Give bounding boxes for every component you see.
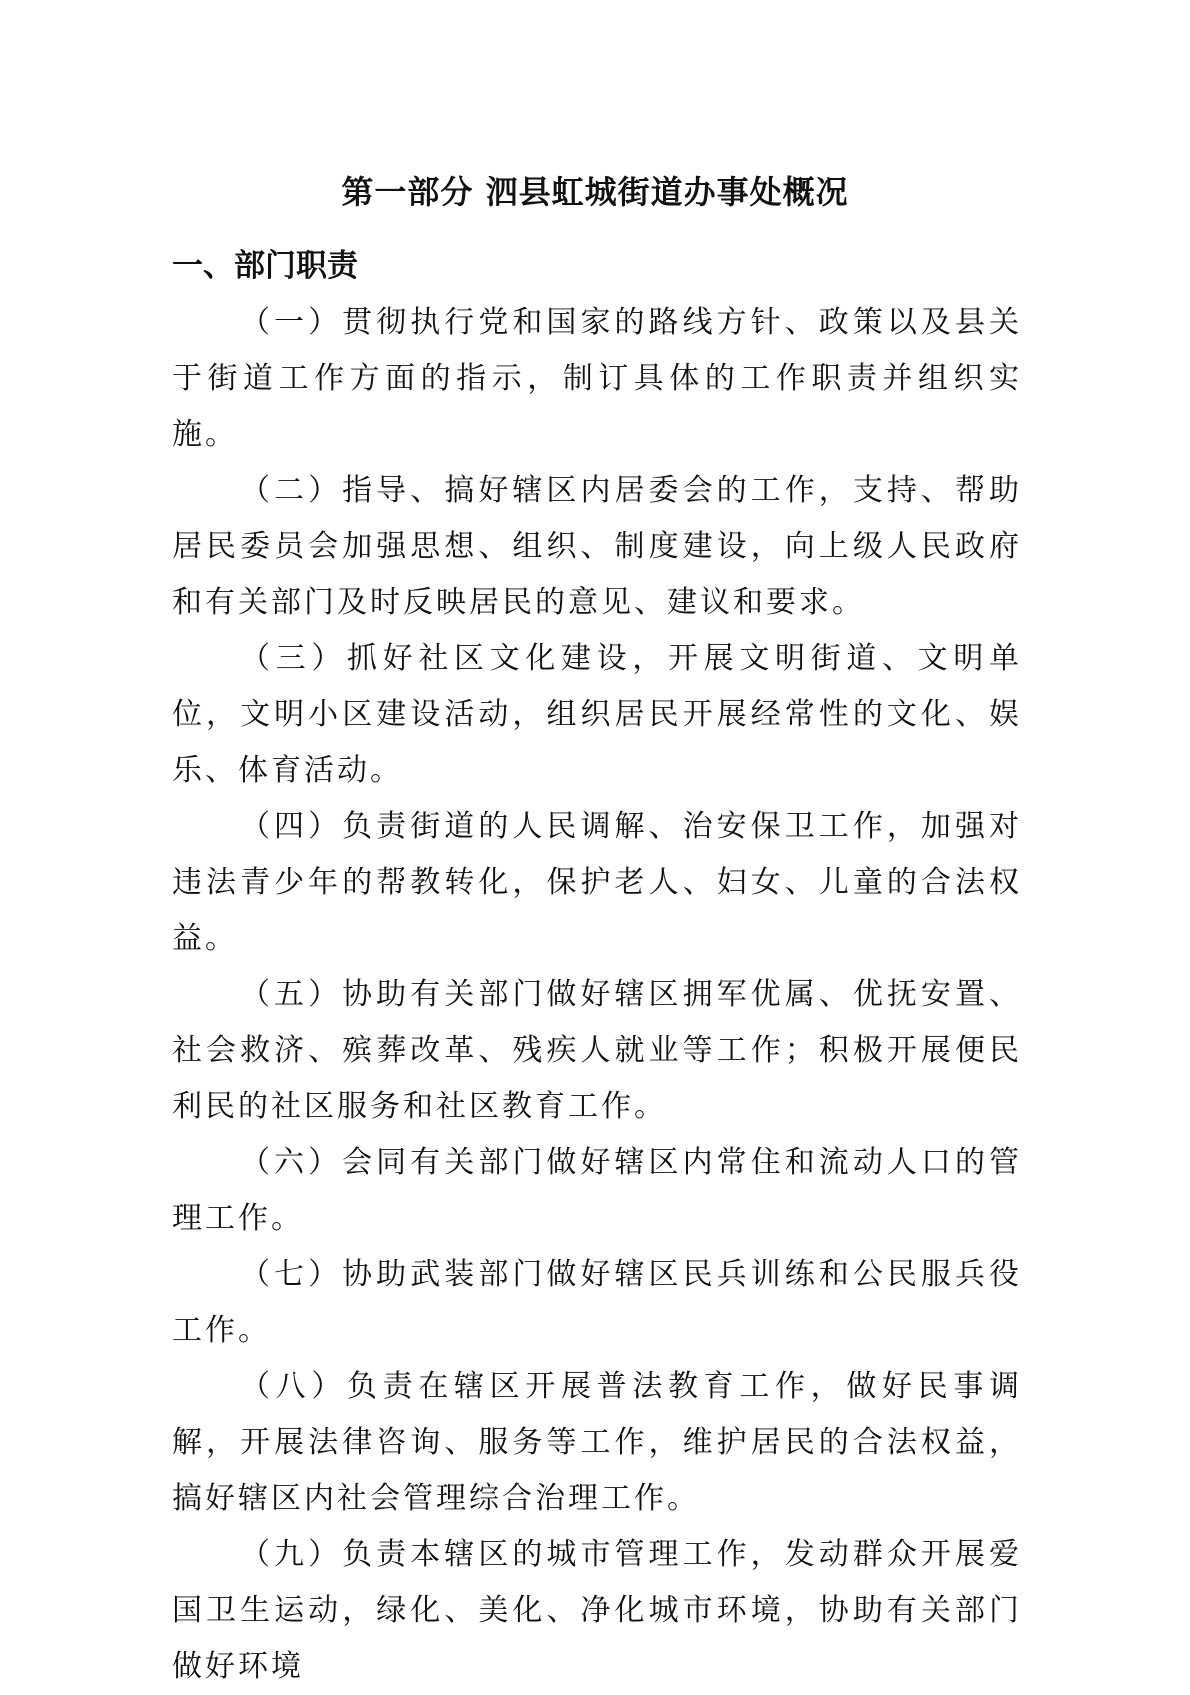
body-text (172, 295, 1022, 1695)
paragraph-6: （六）会同有关部门做好辖区内常住和流动人口的管理工作。 (172, 1145, 1022, 1236)
paragraph-7: （七）协助武装部门做好辖区民兵训练和公民服兵役工作。 (172, 1257, 1022, 1348)
paragraph-4: （四）负责街道的人民调解、治安保卫工作，加强对违法青少年的帮教转化，保护老人、妇女、儿童的合法权益。 (172, 809, 1022, 956)
paragraph-5: （五）协助有关部门做好辖区拥军优属、优抚安置、社会救济、殡葬改革、残疾人就业等工作；积极开展便民利民的社区服务和社区教育工作。 (172, 977, 1022, 1124)
paragraph-8: （八）负责在辖区开展普法教育工作，做好民事调解，开展法律咨询、服务等工作，维护居民的合法权益，搞好辖区内社会管理综合治理工作。 (172, 1369, 1022, 1516)
section-heading: 一、部门职责 (172, 248, 358, 284)
page-title: 第一部分 泗县虹城街道办事处概况 (341, 173, 849, 211)
paragraph-3: （三）抓好社区文化建设，开展文明街道、文明单位，文明小区建设活动，组织居民开展经常性的文化、娱乐、体育活动。 (172, 641, 1022, 788)
paragraph-2: （二）指导、搞好辖区内居委会的工作，支持、帮助居民委员会加强思想、组织、制度建设，向上级人民政府和有关部门及时反映居民的意见、建议和要求。 (172, 473, 1022, 620)
paragraph-9: （九）负责本辖区的城市管理工作，发动群众开展爱国卫生运动，绿化、美化、净化城市环境，协助有关部门做好环境 (172, 1537, 1022, 1684)
paragraph-1: （一）贯彻执行党和国家的路线方针、政策以及县关于街道工作方面的指示，制订具体的工作职责并组织实施。 (172, 305, 1022, 452)
